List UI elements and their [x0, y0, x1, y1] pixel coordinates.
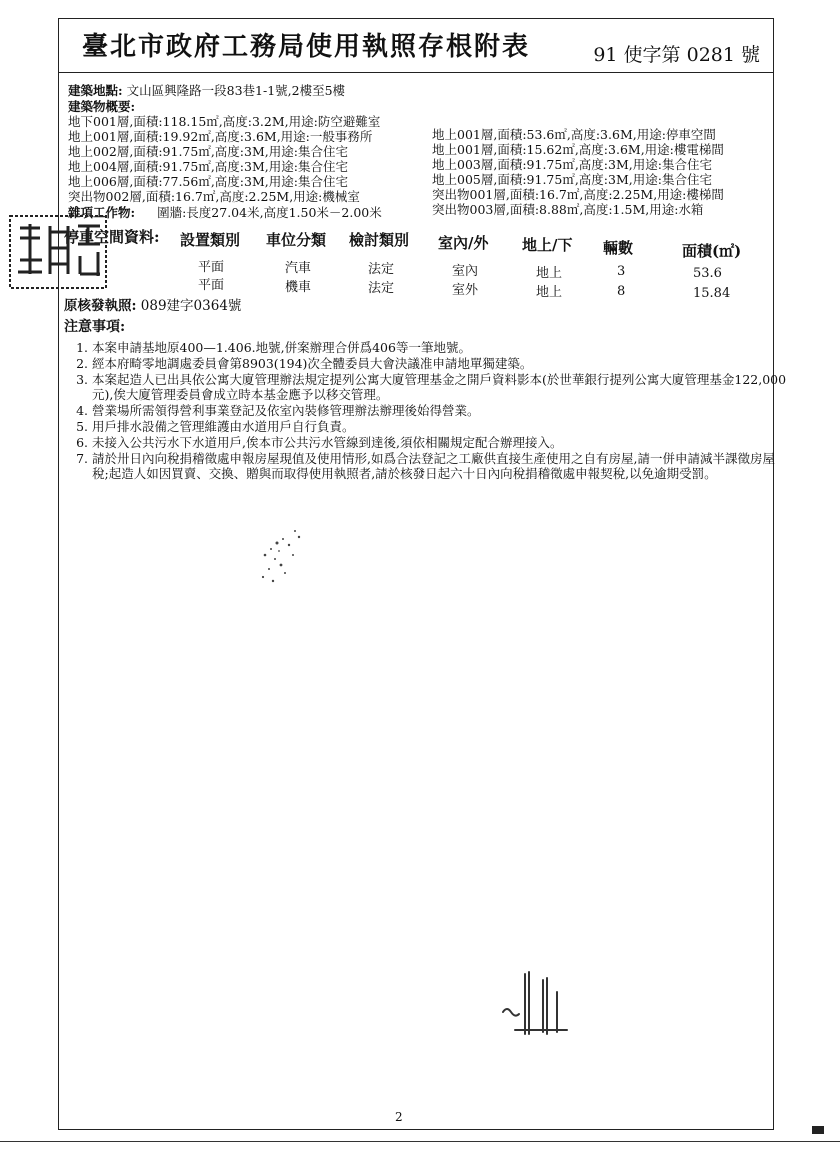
bottom-rule: [0, 1141, 840, 1142]
notes-label: 注意事項:: [64, 319, 126, 335]
floor-right-2: 地上001層,面積:15.62㎡,高度:3.6M,用途:樓電梯間: [432, 142, 724, 157]
parking-r1-review: 法定: [368, 262, 395, 277]
header: [58, 18, 774, 73]
parking-r1-count: 3: [617, 264, 626, 279]
parking-header-area: 面積(㎡): [682, 242, 742, 260]
note-text: 請於卅日內向稅捐稽徵處申報房屋現值及使用情形,如爲合法登記之工廠供直接生產使用之自有房屋,請一併申請減半課徵房屋稅;起造人如因買賣、交換、贈與而取得使用執照者,請於核發日起六十日內向稅捐稽徵處申報契稅,以免逾期受罰。: [92, 450, 775, 482]
floor-right-6: 突出物003層,面積:8.88㎡,高度:1.5M,用途:水箱: [432, 202, 704, 217]
parking-header-review: 檢討類別: [349, 231, 410, 249]
parking-r1-level: 地上: [536, 266, 563, 281]
note-number: 1.: [76, 340, 88, 355]
misc-works-line: [68, 206, 382, 219]
page-number: 2: [395, 1110, 403, 1124]
parking-r2-count: 8: [617, 284, 626, 299]
note-number: 4.: [76, 403, 88, 419]
original-permit-line: [64, 300, 241, 313]
official-seal-stamp: [6, 212, 111, 292]
floor-left-2: 地上001層,面積:19.92㎡,高度:3.6M,用途:一般事務所: [68, 129, 373, 144]
parking-r2-type: 平面: [198, 278, 225, 293]
parking-header-type: 設置類別: [180, 231, 241, 249]
parking-label: 停車空間資料:: [64, 228, 160, 246]
parking-r1-area: 53.6: [693, 266, 722, 281]
floor-left-6: 突出物002層,面積:16.7㎡,高度:2.25M,用途:機械室: [68, 189, 360, 204]
note-text: 營業場所需領得營利事業登記及依室內裝修管理辦法辦理後始得營業。: [92, 403, 480, 419]
overview-label: 建築物概要:: [68, 99, 136, 114]
parking-r1-indoor: 室內: [452, 264, 479, 279]
note-item: [68, 356, 788, 372]
note-number: 6.: [76, 434, 88, 450]
note-text: 本案申請基地原400—1.406.地號,併案辦理合併爲406等一筆地號。: [92, 340, 471, 355]
misc-works-value: 圍牆:長度27.04米,高度1.50米－2.00米: [157, 205, 382, 220]
page-title: 臺北市政府工務局使用執照存根附表: [82, 32, 531, 62]
parking-header-class: 車位分類: [266, 231, 327, 249]
parking-header-indoor: 室內/外: [438, 234, 489, 252]
signature-mark: [495, 962, 575, 1037]
site-value: 文山區興隆路一段83巷1-1號,2樓至5樓: [126, 83, 346, 98]
note-text: 未接入公共污水下水道用戶,俟本市公共污水管線到達後,須依相關規定配合辦理接入。: [92, 434, 563, 450]
parking-r2-area: 15.84: [693, 286, 731, 301]
parking-r2-level: 地上: [536, 285, 563, 300]
note-item: [68, 372, 788, 404]
floor-right-5: 突出物001層,面積:16.7㎡,高度:2.25M,用途:樓梯間: [432, 187, 724, 202]
parking-r1-class: 汽車: [285, 261, 312, 276]
misc-works-label: 雜項工作物:: [68, 205, 136, 220]
scan-noise: [255, 525, 325, 595]
site-label: 建築地點:: [68, 83, 123, 98]
permit-number: 91 使字第 0281 號: [593, 44, 760, 66]
floor-left-1: 地下001層,面積:118.15㎡,高度:3.2M,用途:防空避難室: [68, 114, 381, 129]
parking-r2-class: 機車: [285, 280, 312, 295]
notes-list: [68, 340, 788, 482]
note-item: [68, 340, 788, 356]
parking-r1-type: 平面: [198, 260, 225, 275]
note-item: [68, 419, 788, 435]
note-item: [68, 435, 788, 451]
floor-right-3: 地上003層,面積:91.75㎡,高度:3M,用途:集合住宅: [432, 157, 712, 172]
note-text: 經本府畸零地調處委員會第8903(194)次全體委員大會決議准申請地單獨建築。: [92, 355, 533, 371]
parking-r2-indoor: 室外: [452, 283, 479, 298]
parking-header-count: 輛數: [603, 239, 634, 257]
note-item: [68, 451, 788, 483]
note-number: 3.: [76, 371, 88, 387]
note-text: 本案起造人已出具依公寓大廈管理辦法規定提列公寓大廈管理基金之開戶資料影本(於世華銀行提列公寓大廈管理基金122,000元),俟大廈管理委員會成立時本基金應予以移交管理。: [92, 371, 787, 403]
parking-r2-review: 法定: [368, 281, 395, 296]
note-number: 2.: [76, 355, 88, 371]
note-number: 7.: [76, 450, 88, 466]
site-line: [68, 84, 345, 97]
note-item: [68, 403, 788, 419]
floor-right-1: 地上001層,面積:53.6㎡,高度:3.6M,用途:停車空間: [432, 127, 716, 142]
corner-mark: [812, 1126, 824, 1134]
note-number: 5.: [76, 418, 88, 434]
original-permit-label: 原核發執照:: [64, 298, 137, 314]
floor-left-5: 地上006層,面積:77.56㎡,高度:3M,用途:集合住宅: [68, 174, 348, 189]
floor-left-3: 地上002層,面積:91.75㎡,高度:3M,用途:集合住宅: [68, 144, 348, 159]
note-text: 用戶排水設備之管理維護由水道用戶自行負責。: [92, 418, 355, 434]
floor-left-4: 地上004層,面積:91.75㎡,高度:3M,用途:集合住宅: [68, 159, 348, 174]
floor-right-4: 地上005層,面積:91.75㎡,高度:3M,用途:集合住宅: [432, 172, 712, 187]
parking-header-level: 地上/下: [522, 236, 573, 254]
original-permit-value: 089建字0364號: [140, 298, 242, 314]
